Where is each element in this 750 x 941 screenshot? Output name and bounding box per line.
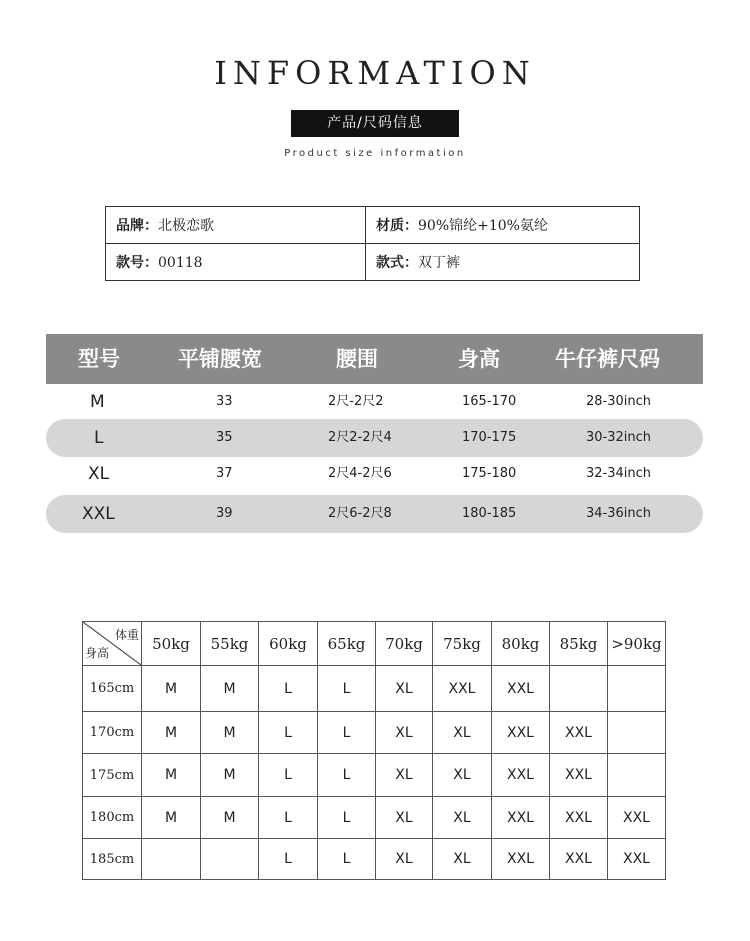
- table-row: [83, 666, 666, 712]
- table-row: [83, 797, 666, 839]
- size-cell: M: [201, 712, 259, 754]
- size-cell: M: [142, 666, 201, 712]
- size-cell: XXL: [550, 754, 608, 797]
- weight-header: 65kg: [318, 622, 376, 666]
- header-flat-waist: 平铺腰宽: [178, 347, 262, 371]
- size-cell: [608, 666, 666, 712]
- size-cell: XXL: [492, 666, 550, 712]
- size-cell: M: [142, 797, 201, 839]
- flat-waist-cell: 39: [216, 506, 233, 521]
- height-label: 180cm: [83, 797, 142, 839]
- section-badge: 产品/尺码信息: [291, 110, 459, 137]
- height-label: 170cm: [83, 712, 142, 754]
- waist-cell: 2尺4-2尺6: [328, 466, 392, 481]
- waist-cell: 2尺-2尺2: [328, 394, 384, 409]
- height-label: 175cm: [83, 754, 142, 797]
- material-value: 90%锦纶+10%氨纶: [418, 218, 548, 234]
- style-label: 款式：: [376, 255, 418, 271]
- brand-label: 品牌：: [116, 218, 158, 234]
- size-cell: XL: [88, 464, 110, 484]
- size-cell: M: [142, 712, 201, 754]
- size-cell: M: [201, 797, 259, 839]
- size-cell: L: [259, 712, 318, 754]
- jeans-size-cell: 30-32inch: [586, 430, 652, 445]
- size-cell: XXL: [492, 754, 550, 797]
- weight-header: 80kg: [492, 622, 550, 666]
- flat-waist-cell: 35: [216, 430, 233, 445]
- weight-header: 70kg: [376, 622, 433, 666]
- height-label: 165cm: [83, 666, 142, 712]
- weight-header: 85kg: [550, 622, 608, 666]
- size-cell: [550, 666, 608, 712]
- header-height: 身高: [458, 347, 500, 371]
- size-cell: XL: [433, 754, 492, 797]
- size-cell: XXL: [492, 797, 550, 839]
- waist-cell: 2尺2-2尺4: [328, 430, 392, 445]
- size-cell: L: [259, 839, 318, 880]
- size-cell: XXL: [550, 839, 608, 880]
- header-model: 型号: [78, 347, 120, 371]
- size-cell: [201, 839, 259, 880]
- size-cell: M: [90, 392, 105, 412]
- size-cell: [608, 754, 666, 797]
- height-cell: 170-175: [462, 430, 517, 445]
- size-cell: XXL: [550, 797, 608, 839]
- jeans-size-cell: 34-36inch: [586, 506, 652, 521]
- header-jeans-size: 牛仔裤尺码: [555, 347, 660, 371]
- size-cell: L: [318, 712, 376, 754]
- weight-height-table: [82, 621, 666, 880]
- size-row-m: [46, 383, 703, 421]
- size-cell: XL: [376, 839, 433, 880]
- size-cell: L: [318, 754, 376, 797]
- flat-waist-cell: 33: [216, 394, 233, 409]
- brand-cell: [106, 207, 366, 244]
- size-cell: XL: [376, 712, 433, 754]
- model-label: 款号：: [116, 255, 158, 271]
- size-cell: L: [318, 666, 376, 712]
- size-cell: XL: [376, 797, 433, 839]
- weight-header: 75kg: [433, 622, 492, 666]
- size-cell: L: [259, 754, 318, 797]
- size-cell: L: [318, 797, 376, 839]
- jeans-size-cell: 32-34inch: [586, 466, 652, 481]
- corner-weight-label: 体重: [114, 628, 139, 642]
- weight-header: 50kg: [142, 622, 201, 666]
- table-row: [83, 712, 666, 754]
- size-cell: XL: [433, 839, 492, 880]
- size-cell: [608, 712, 666, 754]
- model-cell: [106, 244, 366, 281]
- size-cell: XL: [376, 666, 433, 712]
- jeans-size-cell: 28-30inch: [586, 394, 652, 409]
- height-label: 185cm: [83, 839, 142, 880]
- size-cell: XXL: [82, 504, 115, 524]
- size-cell: [142, 839, 201, 880]
- corner-height-label: 身高: [85, 646, 110, 660]
- product-info-table: [105, 206, 640, 281]
- material-cell: [366, 207, 640, 244]
- size-cell: M: [142, 754, 201, 797]
- size-row-l: [46, 419, 703, 457]
- weight-header: 55kg: [201, 622, 259, 666]
- height-cell: 165-170: [462, 394, 517, 409]
- size-cell: M: [201, 666, 259, 712]
- size-cell: XXL: [433, 666, 492, 712]
- flat-waist-cell: 37: [216, 466, 233, 481]
- material-label: 材质：: [376, 218, 418, 234]
- page-title: INFORMATION: [214, 54, 536, 92]
- size-cell: XL: [376, 754, 433, 797]
- size-cell: M: [201, 754, 259, 797]
- size-cell: XL: [433, 712, 492, 754]
- size-cell: XXL: [608, 839, 666, 880]
- page-subtitle: Product size information: [284, 148, 466, 159]
- table-row: [83, 754, 666, 797]
- style-value: 双丁裤: [418, 255, 460, 271]
- table-row: [83, 839, 666, 880]
- weight-header: >90kg: [608, 622, 666, 666]
- header-waist: 腰围: [336, 347, 378, 371]
- size-cell: L: [259, 797, 318, 839]
- size-cell: L: [318, 839, 376, 880]
- size-row-xxl: [46, 495, 703, 533]
- corner-cell: [83, 622, 142, 666]
- size-cell: XL: [433, 797, 492, 839]
- height-cell: 180-185: [462, 506, 517, 521]
- size-cell: XXL: [608, 797, 666, 839]
- size-cell: XXL: [492, 839, 550, 880]
- size-row-xl: [46, 455, 703, 493]
- weight-header-row: [83, 622, 666, 666]
- brand-value: 北极恋歌: [158, 218, 214, 234]
- waist-cell: 2尺6-2尺8: [328, 506, 392, 521]
- size-table-header: [46, 334, 703, 384]
- height-cell: 175-180: [462, 466, 517, 481]
- size-cell: XXL: [550, 712, 608, 754]
- style-cell: [366, 244, 640, 281]
- size-cell: XXL: [492, 712, 550, 754]
- weight-header: 60kg: [259, 622, 318, 666]
- size-cell: L: [94, 428, 104, 448]
- size-cell: L: [259, 666, 318, 712]
- model-value: 00118: [158, 255, 203, 271]
